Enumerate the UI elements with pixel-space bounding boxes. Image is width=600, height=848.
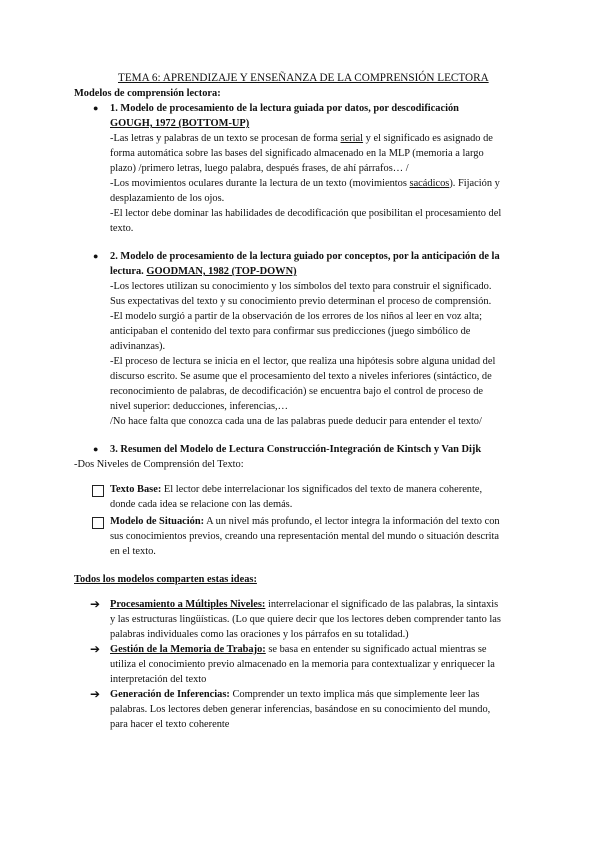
paragraph-line: -El modelo surgió a partir de la observación de los errores de los niños al leer en voz alta; bbox=[110, 311, 483, 322]
arrow-right-icon: ➔ bbox=[90, 687, 101, 701]
arrow-right-icon: ➔ bbox=[90, 597, 101, 611]
paragraph-line: texto. bbox=[110, 223, 134, 234]
arrow-right-icon: ➔ bbox=[90, 642, 101, 656]
model-2-author: lectura. GOODMAN, 1982 (TOP-DOWN) bbox=[110, 266, 297, 277]
paragraph-line: y las estructuras lingüísticas. (Lo que quiere decir que los lectores deben comprender tanto las bbox=[110, 614, 501, 625]
level-modelo-situacion: Modelo de Situación: A un nivel más profundo, el lector integra la información del texto con bbox=[110, 516, 500, 527]
bullet-icon: ● bbox=[93, 103, 99, 113]
paragraph-line: palabras. Los lectores deben generar inferencias, basándose en su conocimiento del mundo, bbox=[110, 704, 491, 715]
paragraph-line: nivel superior: deducciones, inferencias,… bbox=[110, 401, 289, 412]
checkbox-modelo-situacion[interactable] bbox=[92, 517, 104, 529]
paragraph-line: interpretación del texto bbox=[110, 674, 207, 685]
level-texto-base: Texto Base: El lector debe interrelacionar los significados del texto de manera coherente, bbox=[110, 484, 483, 495]
bullet-icon: ● bbox=[93, 251, 99, 261]
model-1-heading: 1. Modelo de procesamiento de la lectura guiada por datos, por descodificación bbox=[110, 103, 459, 114]
paragraph-line: -El lector debe dominar las habilidades de decodificación que posibilitan el procesamiento del bbox=[110, 208, 502, 219]
shared-item-line: Generación de Inferencias: Comprender un texto implica más que simplemente leer las bbox=[110, 689, 480, 700]
paragraph-line: discurso escrito. Se asume que el procesamiento del texto a niveles inferiores (sintáctico, de bbox=[110, 371, 492, 382]
paragraph-line: Sus expectativas del texto y su conocimiento previo determinan el proceso de comprensión. bbox=[110, 296, 492, 307]
paragraph-line: reconocimiento de palabras, de decodificación) se encuentra bajo el control de proceso de bbox=[110, 386, 484, 397]
checkbox-texto-base[interactable] bbox=[92, 485, 104, 497]
model-2-heading: 2. Modelo de procesamiento de la lectura guiado por conceptos, por la anticipación de la bbox=[110, 251, 500, 262]
paragraph-line: palabras individuales como las oraciones y los párrafos en su totalidad.) bbox=[110, 629, 409, 640]
paragraph-line: -El proceso de lectura se inicia en el lector, que realiza una hipótesis sobre alguna unidad del bbox=[110, 356, 496, 367]
paragraph-line: en el texto. bbox=[110, 546, 156, 557]
shared-ideas-heading: Todos los modelos comparten estas ideas: bbox=[74, 574, 257, 585]
paragraph-line: desplazamiento de los ojos. bbox=[110, 193, 225, 204]
model-3-intro: -Dos Niveles de Comprensión del Texto: bbox=[74, 459, 244, 470]
paragraph-line: sus conocimientos previos, creando una representación mental del mundo o situación descrita bbox=[110, 531, 499, 542]
page-title: TEMA 6: APRENDIZAJE Y ENSEÑANZA DE LA COMPRENSIÓN LECTORA bbox=[118, 72, 489, 84]
paragraph-line: para hacer el texto coherente bbox=[110, 719, 230, 730]
paragraph-line: /No hace falta que conozca cada una de las palabras puede deducir para entender el texto/ bbox=[110, 416, 482, 427]
paragraph-line: adivinanzas). bbox=[110, 341, 166, 352]
paragraph-line: plazo) /primero letras, luego palabra, después frases, de ahí párrafos… / bbox=[110, 163, 409, 174]
paragraph-line: donde cada idea se relacione con las demás. bbox=[110, 499, 293, 510]
paragraph-line: -Los movimientos oculares durante la lectura de un texto (movimientos sacádicos). Fijación y bbox=[110, 178, 500, 189]
bullet-icon: ● bbox=[93, 444, 99, 454]
paragraph-line: utiliza el conocimiento previo almacenado en la memoria para contextualizar y enriquecer la bbox=[110, 659, 495, 670]
model-3-heading: 3. Resumen del Modelo de Lectura Construcción-Integración de Kintsch y Van Dijk bbox=[110, 444, 482, 455]
paragraph-line: -Las letras y palabras de un texto se procesan de forma serial y el significado es asignado de bbox=[110, 133, 493, 144]
paragraph-line: -Los lectores utilizan su conocimiento y los símbolos del texto para construir el significado. bbox=[110, 281, 492, 292]
paragraph-line: anticipaban el contenido del texto para confirmar sus predicciones (juego simbólico de bbox=[110, 326, 471, 337]
model-1-author: GOUGH, 1972 (BOTTOM-UP) bbox=[110, 118, 250, 129]
section-heading: Modelos de comprensión lectora: bbox=[74, 88, 221, 99]
shared-item-line: Gestión de la Memoria de Trabajo: se basa en entender su significado actual mientras se bbox=[110, 644, 487, 655]
shared-item-line: Procesamiento a Múltiples Niveles: interrelacionar el significado de las palabras, la sintaxis bbox=[110, 599, 499, 610]
paragraph-line: forma automática sobre las bases del significado almacenado en la MLP (memoria a largo bbox=[110, 148, 484, 159]
